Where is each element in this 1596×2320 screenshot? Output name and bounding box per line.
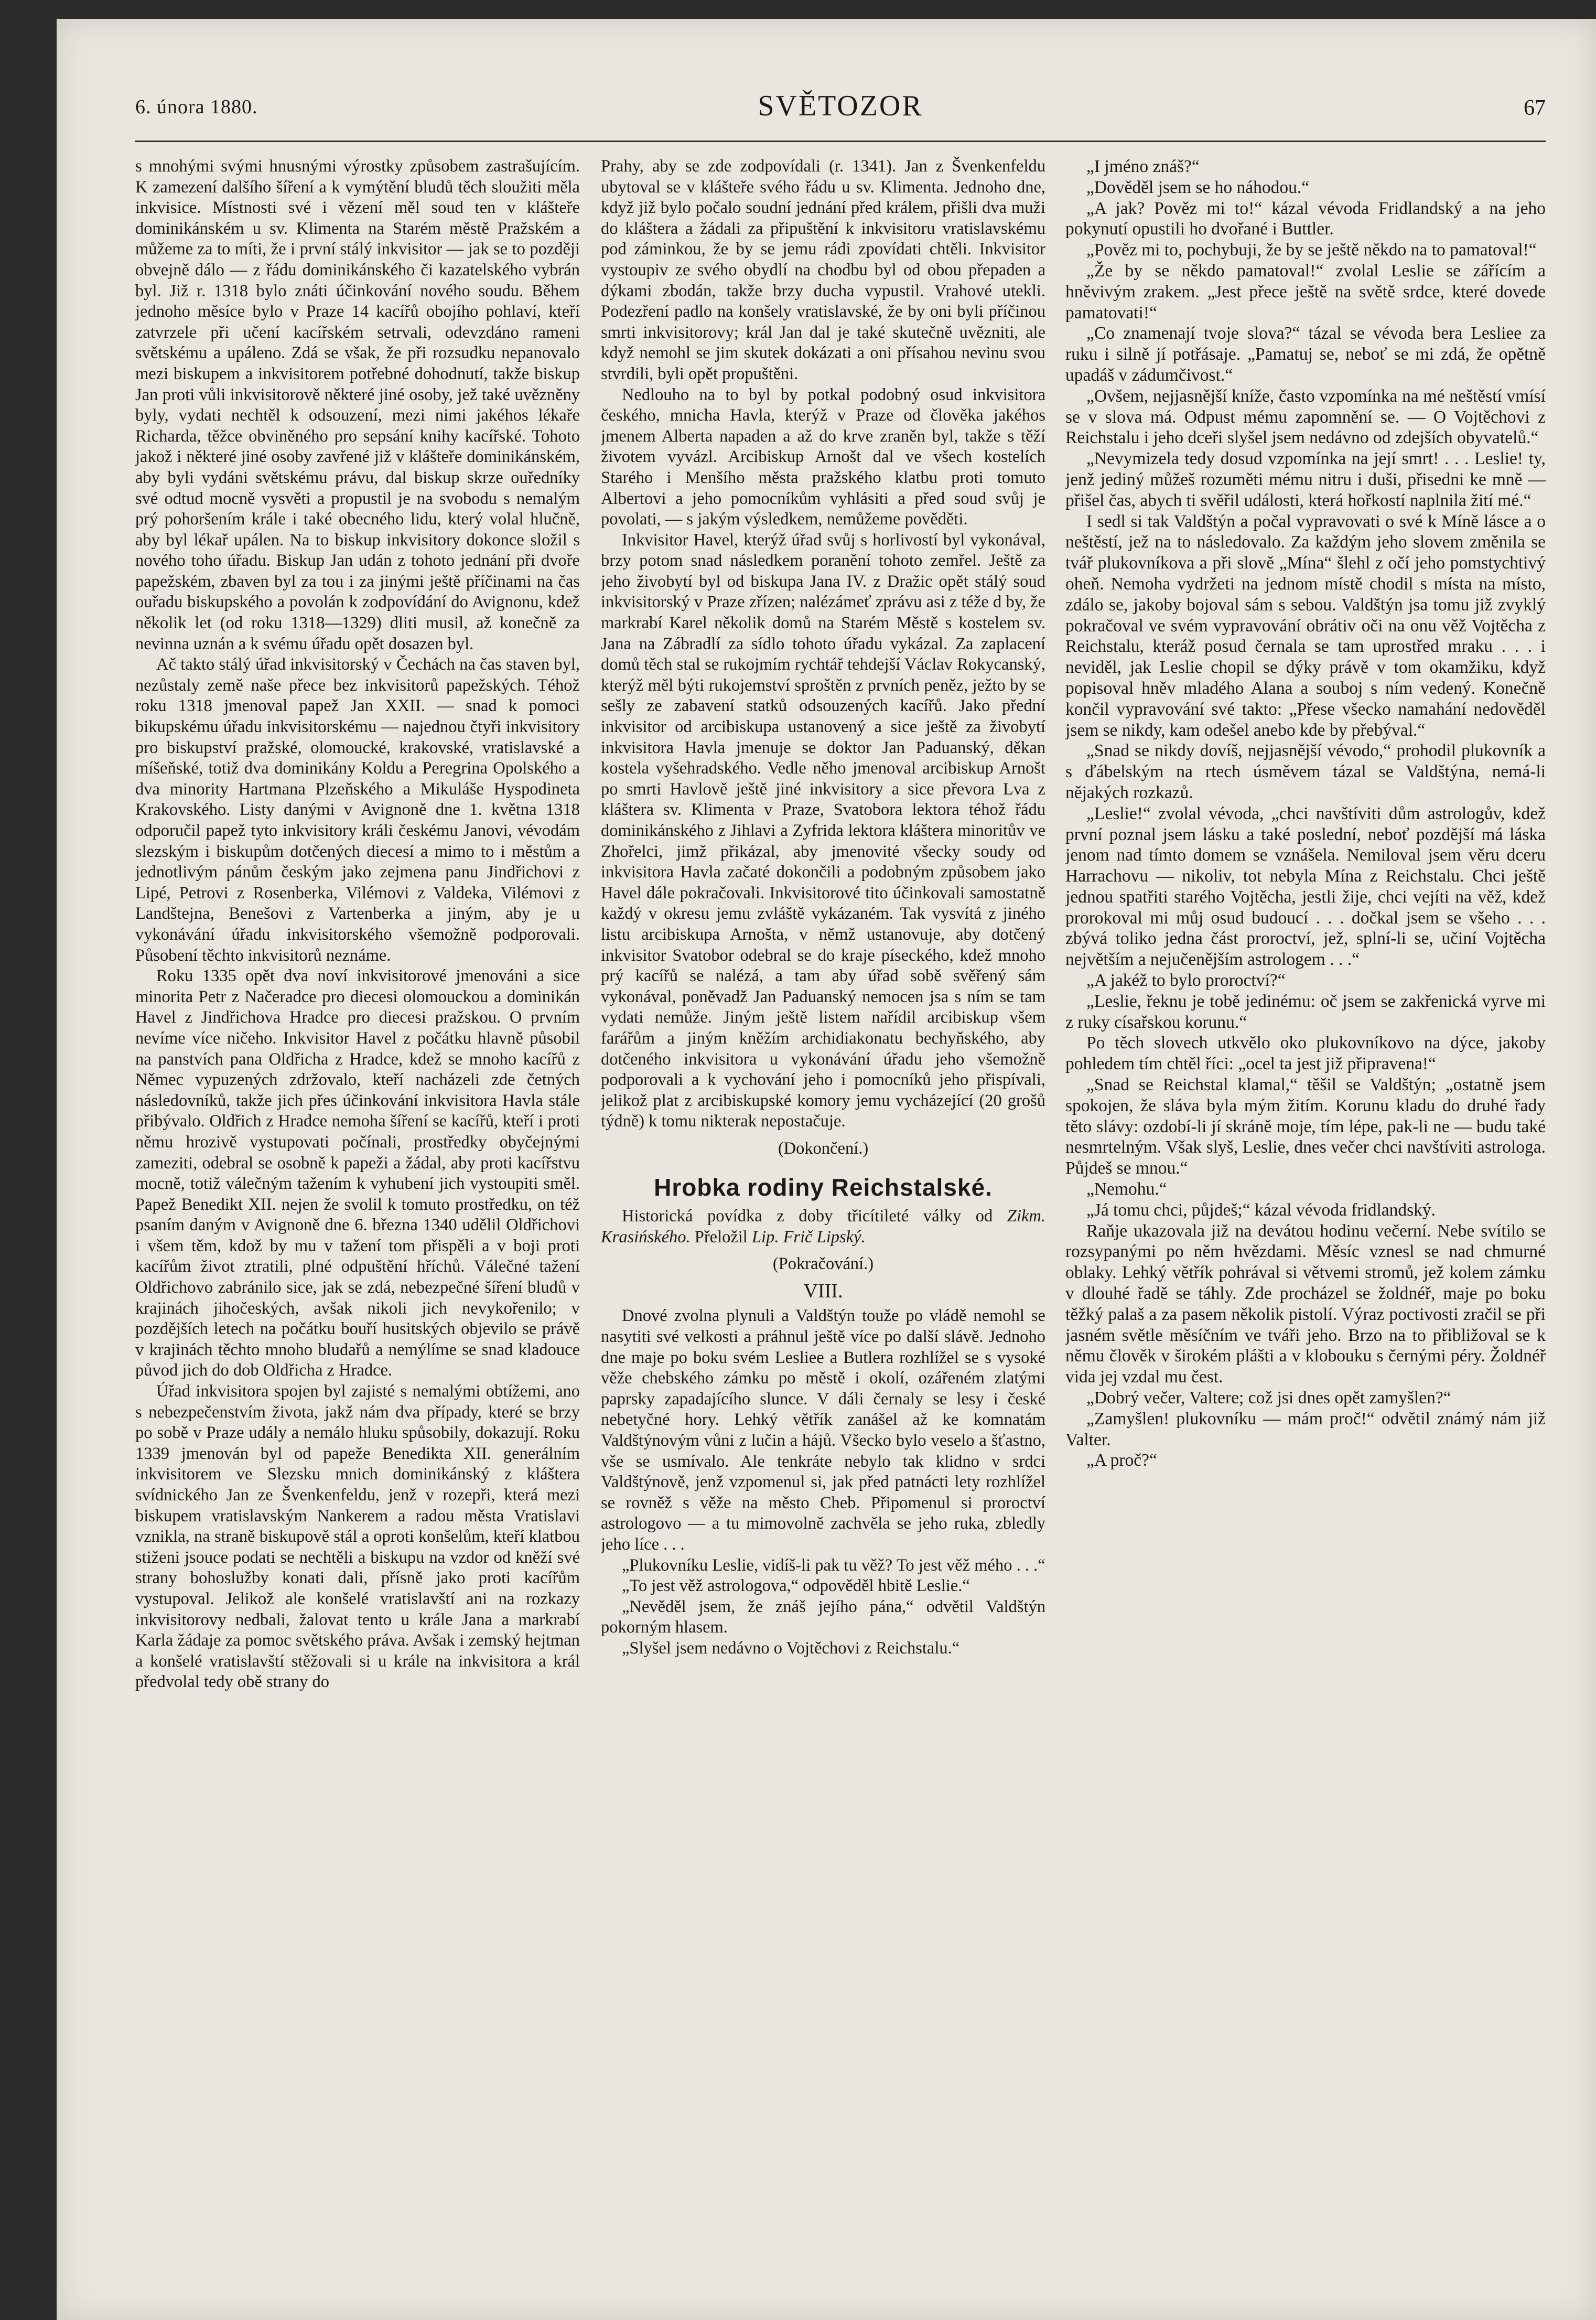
story-paragraph: „Dobrý večer, Valtere; což jsi dnes opět zamyšlen?“ — [1086, 1388, 1451, 1408]
story-paragraph: „Pověz mi to, pochybuji, že by se ještě někdo na to pamatoval!“ — [1086, 240, 1537, 260]
story-paragraph: „A proč?“ — [1086, 1451, 1157, 1470]
story-paragraph: „Leslie, řeknu je tobě jedinému: oč jsem se zakřenická vyrve mi z ruky císařskou korunu.“ — [1065, 991, 1546, 1032]
newspaper-page — [57, 19, 1596, 2320]
subtitle-text: Historická povídka z doby třicítileté války od — [622, 1207, 993, 1226]
subtitle-author: Zikm. Krasińského. — [601, 1207, 1045, 1247]
story-paragraph: „Plukovníku Leslie, vidíš-li pak tu věž? To jest věž mého . . .“ — [622, 1555, 1045, 1575]
column-1 — [135, 156, 580, 2296]
story-paragraph: Raňje ukazovala již na devátou hodinu večerní. Nebe svítilo se rozsypanými po něm hvězdami. Měsíc vznesl se nad chmurné oblaky. Lehký větřík pohrával si větvemi stromů, jež kolem zámku v dlouhé řadě se táhly. Zde procházel se žoldnéř, maje po boku těžký palaš a za pasem několik pistolí. Výraz poctivosti zračil se při jasném světle měsíčním ve tváři jeho. Brzo na to přibližoval se k němu člověk v širokém plášti a v klobouku s černými péry. Žoldnéř vida jej vzdal mu čest. — [1065, 1221, 1546, 1387]
paragraph: Úřad inkvisitora spojen byl zajisté s nemalými obtížemi, ano s nebezpečenstvím života, jakž nám dva případy, které se brzy po sobě v Praze udály a nemálo hluku spůsobily, dokazují. Roku 1339 jmenován byl od papeže Benedikta XII. generálním inkvisitorem ve Slezsku mnich dominikánský z kláštera svídnického Jan ze Švenkenfeldu, jenž v rozepři, která mezi biskupem vratislavským Nankerem a radou města Vratislavi vznikla, na straně biskupově stál a oproti konšelům, kteří klatbou stiženi jsouce podati se nechtěli a biskupu na vzdor od kněží své strany bohoslužby konati dali, přísně jako proti kacířům vystupoval. Jelikož ale konšelé vratislavští ani na rozkazy inkvisitorovy nedbali, žalovat tento u krále Jana a markrabí Karla žádaje za pomoc světského práva. Avšak i zemský hejtman a konšelé vratislavští stěžovali si u krále na inkvisitora a král předvolal tedy obě strany do — [135, 1382, 580, 1692]
story-paragraph: „Nevěděl jsem, že znáš jejího pána,“ odvětil Valdštýn pokorným hlasem. — [601, 1597, 1045, 1637]
column-2 — [601, 156, 1045, 2296]
story-paragraph: „Dověděl jsem se ho náhodou.“ — [1086, 177, 1310, 197]
story-paragraph: „Leslie!“ zvolal vévoda, „chci navštíviti dům astrologův, kdež první poznal jsem lásku a také poslední, neboť pozdější má láska jenom nad tímto domem se vznášela. Nemiloval jsem věru dceru Harrachovu — nikoliv, tot nebyla Mína z Reichstalu. Chci ještě jednou spatřiti starého Vojtěcha, jestli žije, chci vejíti na věž, kdež prorokoval mi můj osud budoucí . . . dočkal jsem se všeho . . . zbývá toliko jedna část proroctví, jež, splní-li se, učiní Vojtěcha největším a nejučenějším astrologem . . .“ — [1065, 803, 1546, 970]
masthead-title: SVĚTOZOR — [758, 90, 923, 122]
paragraph: Ač takto stálý úřad inkvisitorský v Čechách na čas staven byl, nezůstaly země naše přece bez inkvisitorů papežských. Téhož roku 1318 jmenoval papež Jan XXII. — snad k pomoci bikupskému úřadu inkvisitorskému — najednou čtyři inkvisitory pro biskupství pražské, olomoucké, krakovské, vratislavské a míšeňské, totiž dva dominikány Koldu a Peregrina Opolského a dva minority Hartmana Plzeňského a Mikuláše Hyspodineta Krakovského. Listy danými v Avignoně dne 1. května 1318 odporučil papež tyto inkvisitory králi českému Janovi, vévodám slezským i biskupům dotčených diecesí a mimo to i městům a jednotlivým pánům českým jako zejmena panu Jindřichovi z Lipé, Petrovi z Rosenberka, Vilémovi z Valdeka, Vilémovi z Landštejna, Benešovi z Vartenberka a jiným, aby je u vykonávání úřadu inkvisitorského všemožně podporovali. Působení těchto inkvisitorů neznáme. — [135, 655, 580, 965]
story-paragraph: Dnové zvolna plynuli a Valdštýn touže po vládě nemohl se nasytiti své velkosti a práhnul ještě více po další slávě. Jednoho dne maje po boku svém Lesliee a Butlera rozhlížel se s vysoké věže chebského zámku po městě i okolí, ozářeném zlatými paprsky zapadajícího slunce. V dáli černaly se lesy i české nebetyčné hory. Lehký větřík zanášel až ke komnatám Valdštýnovým vůni z lučin a hájů. Všecko bylo veselo a šťastno, vše se usmívalo. Ale tenkráte nebylo tak klidno v srdci Valdštýnově, jenž vzpomenul si, jak před patnácti lety rozhlížel se rovněž s věže na město Cheb. Připomenul si proroctví astrologovo — a tu mimovolně zachvěla se jeho ruka, zbledly jeho líce . . . — [601, 1306, 1045, 1554]
story-continued: (Pokračování.) — [772, 1254, 874, 1274]
issue-date: 6. února 1880. — [135, 96, 258, 118]
story-paragraph: „Ovšem, nejjasnější kníže, často vzpomínka na mé neštěstí vmísí se v slova má. Odpust mému zapomnění se. — O Vojtěchovi z Reichstalu i jeho dceři slyšel jsem nedávno od zdejších obyvatelů.“ — [1065, 386, 1546, 448]
paragraph: s mnohými svými hnusnými výrostky způsobem zastrašujícím. K zamezení dalšího šíření a k vymýtění bludů těch sloužiti měla inkvisice. Místnosti své i vězení měl soud ten v klášteře dominikánském u sv. Klimenta na Starém městě Pražském a můžeme za to míti, že i první stálý inkvisitor — jak se to později obvejně dálo — z řádu dominikánského či kazatelského vybrán byl. Již r. 1318 bylo znáti účinkování nového soudu. Během jednoho měsíce bylo v Praze 14 kacířů obojího pohlaví, kteří zatvrzele při učení kacířském setrvali, odevzdáno rameni světskému a upáleno. Zdá se však, že při rozsudku nepanovalo mezi biskupem a inkvisitorem potřebné dohodnutí, takže biskup Jan proti vůli inkvisitorově některé jiné osoby, jež také uvězněny byly, vydati nechtěl k odsouzení, mezi nimi jakéhos lékaře Richarda, těžce obviněného pro sepsání knihy kacířské. Tohoto jakož i některé jiné osoby zavřené již v klášteře dominikánském, aby byli vydáni světskému právu, dal biskup skrze ouředníky své odtud mocně vysvěti a propustil je na svobodu s nemalým prý pohoršením krále i také obecného lidu, který volal hlučně, aby byl lékař upálen. Na to biskup inkvisitory dokonce složil s nového toho úřadu. Biskup Jan udán z tohoto jednání při dvoře papežském, zbaven byl za tou i za jinými ještě příčinami na čas ouřadu biskupského a povolán k zodpovídání do Avignonu, kdež několik let (od roku 1318—1329) dliti musil, až konečně za nevinna uznán a k svému úřadu opět dosazen byl. — [135, 157, 580, 653]
chapter-number: VIII. — [803, 1280, 843, 1302]
subtitle-translated-by: Přeložil — [694, 1227, 748, 1247]
story-paragraph: „Co znamenají tvoje slova?“ tázal se vévoda bera Lesliee za ruku i silně jí potřásaje. „Pamatuj se, neboť se mi zdá, že opětně upadáš v zádumčivost.“ — [1065, 324, 1546, 385]
article-closing: (Dokončení.) — [778, 1138, 869, 1158]
paragraph: Nedlouho na to byl by potkal podobný osud inkvisitora českého, mnicha Havla, kterýž v Praze od člověka jakéhos jmenem Alberta napaden a až do krve zraněn byl, takže s těží životem vyvázl. Arcibiskup Arnošt dal ve všech kostelích Starého i Menšího města pražského klatbu proti tomuto Albertovi a jeho pomocníkům vyhlásiti a před soud svůj je povolati, — s jakým výsledkem, nemůžeme pověděti. — [601, 385, 1045, 529]
story-paragraph: „Já tomu chci, půjdeš;“ kázal vévoda fridlandský. — [1086, 1200, 1436, 1220]
page-header — [135, 86, 1546, 128]
story-paragraph: „Zamyšlen! plukovníku — mám proč!“ odvětil známý nám již Valter. — [1065, 1409, 1546, 1449]
column-3 — [1065, 156, 1546, 2296]
story-paragraph: „Snad se nikdy dovíš, nejjasnější vévodo,“ prohodil plukovník a s ďábelským na rtech úsměvem tázal se Valdštýna, nemá-li nějakých rozkazů. — [1065, 741, 1546, 802]
page-number: 67 — [1524, 96, 1546, 120]
story-paragraph: „A jakéž to bylo proroctví?“ — [1086, 971, 1286, 991]
story-subtitle — [601, 1206, 1045, 1248]
header-rule — [135, 141, 1546, 142]
story-paragraph: „A jak? Pověz mi to!“ kázal vévoda Fridlandský a na jeho pokynutí opustili ho dvořané i Buttler. — [1065, 198, 1546, 239]
paragraph: Roku 1335 opět dva noví inkvisitorové jmenováni a sice minorita Petr z Načeradce pro diecesi olomouckou a dominikán Havel z Jindřichova Hradce pro diecesi pražskou. O prvním nevíme více ničeho. Inkvisitor Havel z počátku hlavně působil na panstvích pana Oldřicha z Hradce, kdež se mnoho kacířů z Němec vypuzených zdržovalo, kteří nacházeli zde četných následovníků, takže jich přes účinkování inkvisitora Havla stále přibývalo. Oldřich z Hradce nemoha šíření se kacířů, kteří i proti němu hrozivě vystupovati počínali, prostředky obyčejnými zameziti, odebral se osobně k papeži a žádal, aby proti kacířstvu mocně, totiž válečným tažením k vyhubení jich vystoupiti směl. Papež Benedikt XII. nejen že svolil k tomuto prostředku, on též psaním daným v Avignoně dne 6. března 1340 udělil Oldřichovi i všem těm, kdož by mu v tažení tom přispěli a v boji proti kacířům život ztratili, plné odpuštění hříchů. Válečné tažení Oldřichovo zabránilo sice, jak se zdá, nebezpečné šíření bludů v krajinách jihočeských, avšak nikoli jich nevykořenilo; v pozdějších letech na počátku bouří husitských objevilo se právě v krajinách těchto mnoho bludařů a nemýlíme se snad kladouce původ jich do dob Oldřicha z Hradce. — [135, 966, 580, 1380]
story-paragraph: Po těch slovech utkvělo oko plukovníkovo na dýce, jakoby pohledem tím chtěl říci: „ocel ta jest již připravena!“ — [1065, 1033, 1546, 1074]
story-paragraph: „Snad se Reichstal klamal,“ těšil se Valdštýn; „ostatně jsem spokojen, že sláva byla mým žitím. Korunu kladu do druhé řady těto slávy: ozdobí-li jí skráně moje, tím lépe, pak-li ne — budu také nesmrtelným. Však slyš, Leslie, dnes večer chci navštíviti astrologa. Půjdeš se mnou.“ — [1065, 1075, 1546, 1178]
story-title: Hrobka rodiny Reichstalské. — [654, 1173, 993, 1201]
paragraph: Prahy, aby se zde zodpovídali (r. 1341). Jan z Švenkenfeldu ubytoval se v klášteře svého řádu u sv. Klimenta. Jednoho dne, když již bylo počalo soudní jednání před králem, přišli dva muži do kláštera a žádali za připuštění k inkvisitoru vratislavskému pod záminkou, že by se jemu rádi zpovídati chtěli. Inkvisitor vystoupiv ze svého obydlí na chodbu byl od obou přepaden a dýkami zbodán, takže brzy ducha vypustil. Vrahové utekli. Podezření padlo na konšely vratislavské, že by oni byli příčinou smrti inkvisitorovy; král Jan dal je také skutečně uvězniti, ale když nemohl se jim skutek dokázati a oni přísahou nevinu svou stvrdili, byli opět propuštěni. — [601, 157, 1045, 383]
story-paragraph: „I jméno znáš?“ — [1086, 157, 1200, 176]
story-paragraph: „Nemohu.“ — [1086, 1179, 1167, 1199]
story-paragraph: „To jest věž astrologova,“ odpověděl hbitě Leslie.“ — [622, 1576, 970, 1596]
paragraph: Inkvisitor Havel, kterýž úřad svůj s horlivostí byl vykonával, brzy potom snad následkem poranění tohoto zemřel. Ještě za jeho živobytí byl od biskupa Jana IV. z Dražic opět stálý soud inkvisitorský v Praze zřízen; nalézámeť zprávu asi z téže d by, že markrabí Karel několik domů na Starém Městě s kostelem sv. Jana na Zábradlí za sídlo tohoto úřadu vykázal. Za zaplacení domů těch stal se rukojmím rychtář tehdejší Václav Rokycanský, kterýž měl býti rukojemství sproštěn z prvních peněz, ježto by se sešly ze zabavení statků odsouzených kacířů. Jako přední inkvisitor od arcibiskupa ustanovený a sice ještě za živobytí inkvisitora Havla jmenuje se doktor Jan Paduanský, děkan kostela vyšehradského. Vedle něho jmenoval arcibiskup Arnošt po smrti Havlově ještě jiné inkvisitory a sice převora Lva z kláštera sv. Klimenta v Praze, Svatobora lektora téhož řádu dominikánského z Jihlavi a Zyfrida lektora kláštera minoritův ve Zhořelci, jimž přikázal, aby jmenovité všecky soudy od inkvisitora Havla začaté dokončili a podobným způsobem jako Havel dále pokračovali. Inkvisitorové tito účinkovali samostatně každý v okresu jemu zvláště vykázaném. Tak vysvítá z jiného listu arcibiskupa Arnošta, v němž ustanovuje, aby dotčený inkvisitor Svatobor odebral se do kraje píseckého, kdež mnoho prý kacířů se nalézá, a tam aby úřad sobě svěřený sám vykonával, poněvadž Jan Paduanský nemocen jsa s ním se tam vydati nemůže. Jiným ještě listem nařídil arcibiskup všem farářům a jiným kněžím archidiakonatu bechyňského, aby dotčeného inkvisitora u vykonávání úřadu jeho všemožně podporovali a k vychování jeho i pomocníků jeho přispívali, jelikož plat z arcibiskupské komory jemu vycházející (20 grošů týdně) k tomu nikterak nepostačuje. — [601, 530, 1045, 1131]
story-paragraph: „Že by se někdo pamatoval!“ zvolal Leslie se zářícím a hněvivým zrakem. „Jest přece ještě na světě srdce, které dovede pamatovati!“ — [1065, 261, 1546, 323]
story-paragraph: „Nevymizela tedy dosud vzpomínka na její smrt! . . . Leslie! ty, jenž jediný můžeš rozuměti mému nitru i duši, přisedni ke mně — přišel čas, abych ti svěřil události, která hořkostí naplnila žití mé.“ — [1065, 449, 1546, 510]
story-paragraph: „Slyšel jsem nedávno o Vojtěchovi z Reichstalu.“ — [622, 1638, 960, 1658]
subtitle-translator: Lip. Frič Lipský. — [751, 1227, 866, 1247]
story-paragraph: I sedl si tak Valdštýn a počal vypravovati o své k Míně lásce a o neštěstí, jež na to následovalo. Za každým jeho slovem změnila se tvář plukovníkova a při slově „Mína“ šlehl z očí jeho pomstychtivý oheň. Nemoha vydržeti na jednom místě chodil s místa na místo, zdálo se, jakoby bojoval sám s sebou. Valdštýn jsa tomu již zvyklý pokračoval ve svém vypravování obrátiv oči na onu věž Vojtěcha z Reichstalu, kteráž posud černala se tam uprostřed mraku . . . i neviděl, jak Leslie chopil se dýky právě v tom okamžiku, když popisoval hněv mladého Alana a souboj s ním vedený. Konečně končil vypravování své takto: „Přese všecko namahání nedověděl jsem se nikdy, kam odešel anebo kde by přebýval.“ — [1065, 511, 1546, 740]
